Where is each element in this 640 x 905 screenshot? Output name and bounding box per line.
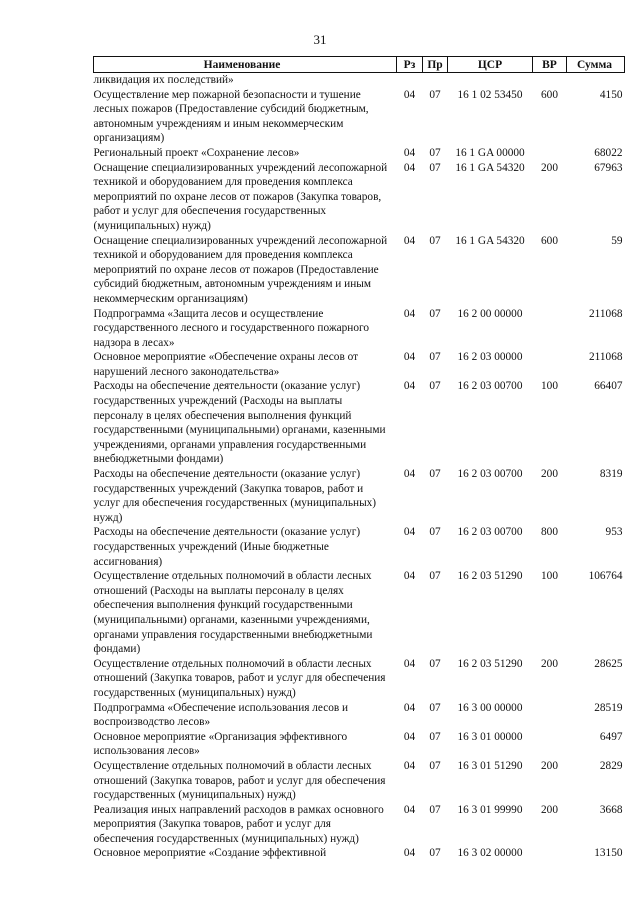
row-rz: 04 xyxy=(403,234,416,247)
row-rz xyxy=(397,73,423,88)
table-header-row xyxy=(94,57,625,73)
row-pr: 07 xyxy=(429,234,441,247)
table-row xyxy=(94,730,625,759)
row-vr: 200 xyxy=(541,468,558,481)
row-vr: 100 xyxy=(541,570,558,583)
header-sum: Сумма xyxy=(567,57,625,73)
table-body xyxy=(94,73,625,862)
table-row xyxy=(94,803,625,847)
table-row xyxy=(94,234,625,307)
row-name: Осуществление отдельных полномочий в области лесных отношений (Расходы на выплаты персоналу в целях обеспечения выполнения функций государственными (муниципальными) органами, казенными учреждениями, органами управления государственными внебюджетными фондами) xyxy=(93,570,373,656)
row-rz: 04 xyxy=(403,526,416,539)
row-sum: 67963 xyxy=(594,161,623,174)
row-vr: 200 xyxy=(541,657,558,670)
row-name: Осуществление отдельных полномочий в области лесных отношений (Закупка товаров, работ и услуг для обеспечения государственных (муниципальных) нужд) xyxy=(93,759,386,802)
header-rz: Рз xyxy=(397,57,423,73)
row-pr: 07 xyxy=(429,88,441,101)
row-name: Основное мероприятие «Организация эффективного использования лесов» xyxy=(93,730,348,758)
row-sum: 66407 xyxy=(594,380,623,393)
row-rz: 04 xyxy=(403,307,416,320)
row-vr: 200 xyxy=(541,803,558,816)
row-sum: 4150 xyxy=(599,88,623,101)
page-number: 31 xyxy=(313,32,327,47)
row-name: Расходы на обеспечение деятельности (оказание услуг) государственных учреждений (Иные бюджетные ассигнования) xyxy=(93,526,361,568)
row-rz: 04 xyxy=(403,701,416,714)
row-vr: 600 xyxy=(541,88,558,101)
row-csr: 16 1 GA 00000 xyxy=(455,146,525,159)
row-sum: 106764 xyxy=(588,570,623,583)
row-name: Подпрограмма «Обеспечение использования лесов и воспроизводство лесов» xyxy=(93,701,349,729)
row-csr: 16 2 03 00700 xyxy=(457,468,523,481)
row-csr: 16 2 03 00700 xyxy=(457,380,523,393)
row-csr: 16 1 GA 54320 xyxy=(455,234,525,247)
row-vr xyxy=(533,146,567,161)
row-sum: 28625 xyxy=(594,657,623,670)
header-csr: ЦСР xyxy=(448,57,533,73)
table-row xyxy=(94,701,625,730)
row-csr: 16 2 03 00000 xyxy=(457,351,523,364)
row-sum: 211068 xyxy=(589,351,623,364)
row-sum: 68022 xyxy=(594,146,623,159)
row-csr: 16 3 00 00000 xyxy=(457,701,523,714)
row-rz: 04 xyxy=(403,759,416,772)
table-row xyxy=(94,146,625,161)
row-name: Оснащение специализированных учреждений лесопожарной техникой и оборудованием для проведения комплекса мероприятий по охране лесов от пожаров (Закупка товаров, работ и услуг для обеспечения государственных (муниципальных) нужд) xyxy=(93,161,388,232)
table-row xyxy=(94,350,625,379)
row-csr: 16 3 01 99990 xyxy=(457,803,523,816)
table-row xyxy=(94,657,625,701)
row-sum: 6497 xyxy=(599,730,623,743)
row-name: ликвидация их последствий» xyxy=(93,74,234,86)
row-name: Основное мероприятие «Обеспечение охраны лесов от нарушений лесного законодательства» xyxy=(93,351,359,378)
row-pr: 07 xyxy=(429,803,441,816)
row-vr: 100 xyxy=(541,380,558,393)
row-vr xyxy=(533,846,567,861)
row-pr: 07 xyxy=(429,730,441,743)
row-name: Оснащение специализированных учреждений лесопожарной техникой и оборудованием для проведения комплекса мероприятий по охране лесов от пожаров (Предоставление субсидий бюджетным, автономным учреждениям и иным некоммерческим организациям) xyxy=(93,234,388,305)
row-vr xyxy=(533,730,567,759)
table-row xyxy=(94,161,625,234)
row-vr: 600 xyxy=(541,234,558,247)
row-csr: 16 2 03 51290 xyxy=(457,570,523,583)
table-row xyxy=(94,846,625,861)
row-sum: 28519 xyxy=(594,701,623,714)
table-row xyxy=(94,569,625,657)
row-rz: 04 xyxy=(403,146,416,159)
row-vr: 200 xyxy=(541,759,558,772)
table-row xyxy=(94,379,625,467)
table-row xyxy=(94,525,625,569)
row-sum: 13150 xyxy=(594,847,623,860)
header-name: Наименование xyxy=(94,57,397,73)
row-sum: 59 xyxy=(611,234,623,247)
row-pr: 07 xyxy=(429,380,441,393)
row-pr: 07 xyxy=(429,847,441,860)
row-name: Расходы на обеспечение деятельности (оказание услуг) государственных учреждений (Закупка товаров, работ и услуг для обеспечения государственных (муниципальных) нужд) xyxy=(93,468,377,524)
row-name: Расходы на обеспечение деятельности (оказание услуг) государственных учреждений (Расходы на выплаты персоналу в целях обеспечения выполнения функций государственными (муниципальными) органами, казенными учреждениями, органами управления государственными внебюджетными фондами) xyxy=(93,380,386,466)
row-vr xyxy=(533,73,567,88)
row-sum: 2829 xyxy=(599,759,623,772)
row-pr: 07 xyxy=(429,468,441,481)
row-rz: 04 xyxy=(403,657,416,670)
row-pr: 07 xyxy=(429,657,441,670)
header-pr: Пр xyxy=(423,57,448,73)
table-row xyxy=(94,467,625,525)
row-rz: 04 xyxy=(403,468,416,481)
row-vr xyxy=(533,701,567,730)
row-pr: 07 xyxy=(429,351,441,364)
row-vr: 800 xyxy=(541,526,558,539)
row-name: Реализация иных направлений расходов в рамках основного мероприятия (Закупка товаров, работ и услуг для обеспечения государственных (муниципальных) нужд) xyxy=(93,803,384,845)
row-vr xyxy=(533,307,567,351)
table-row xyxy=(94,307,625,351)
row-rz: 04 xyxy=(403,380,416,393)
table-row xyxy=(94,73,625,88)
budget-table xyxy=(93,56,625,861)
row-pr: 07 xyxy=(429,701,441,714)
row-pr: 07 xyxy=(429,146,441,159)
row-rz: 04 xyxy=(403,351,416,364)
row-sum: 3668 xyxy=(599,803,623,816)
row-csr: 16 3 01 51290 xyxy=(457,759,523,772)
row-name: Основное мероприятие «Создание эффективной xyxy=(93,847,327,860)
row-name: Осуществление мер пожарной безопасности и тушение лесных пожаров (Предоставление субсидий бюджетным, автономным учреждениям и иным некоммерческим организациям) xyxy=(93,88,369,145)
table-row xyxy=(94,759,625,803)
row-name: Осуществление отдельных полномочий в области лесных отношений (Закупка товаров, работ и услуг для обеспечения государственных (муниципальных) нужд) xyxy=(93,657,386,699)
row-name: Региональный проект «Сохранение лесов» xyxy=(93,146,300,159)
row-sum: 8319 xyxy=(599,468,623,481)
row-rz: 04 xyxy=(403,570,416,583)
header-vr: ВР xyxy=(533,57,567,73)
row-pr: 07 xyxy=(429,759,441,772)
row-csr: 16 1 GA 54320 xyxy=(455,161,525,174)
row-csr xyxy=(448,73,533,88)
row-rz: 04 xyxy=(403,803,416,816)
row-sum xyxy=(567,73,625,88)
row-pr: 07 xyxy=(429,526,441,539)
row-csr: 16 3 02 00000 xyxy=(457,847,523,860)
row-csr: 16 3 01 00000 xyxy=(457,730,523,743)
row-csr: 16 2 03 51290 xyxy=(457,657,523,670)
table-row xyxy=(94,88,625,146)
row-sum: 953 xyxy=(605,526,623,539)
row-pr xyxy=(423,73,448,88)
row-vr: 200 xyxy=(541,161,558,174)
row-pr: 07 xyxy=(429,307,441,320)
row-vr xyxy=(533,350,567,379)
row-rz: 04 xyxy=(403,161,416,174)
row-rz: 04 xyxy=(403,847,416,860)
row-rz: 04 xyxy=(403,730,416,743)
row-csr: 16 2 00 00000 xyxy=(457,307,523,320)
row-csr: 16 1 02 53450 xyxy=(457,88,523,101)
row-sum: 211068 xyxy=(589,307,623,320)
row-pr: 07 xyxy=(429,161,441,174)
row-rz: 04 xyxy=(403,88,416,101)
row-name: Подпрограмма «Защита лесов и осуществление государственного лесного и государственного пожарного надзора в лесах» xyxy=(93,307,369,349)
row-pr: 07 xyxy=(429,570,441,583)
row-csr: 16 2 03 00700 xyxy=(457,526,523,539)
